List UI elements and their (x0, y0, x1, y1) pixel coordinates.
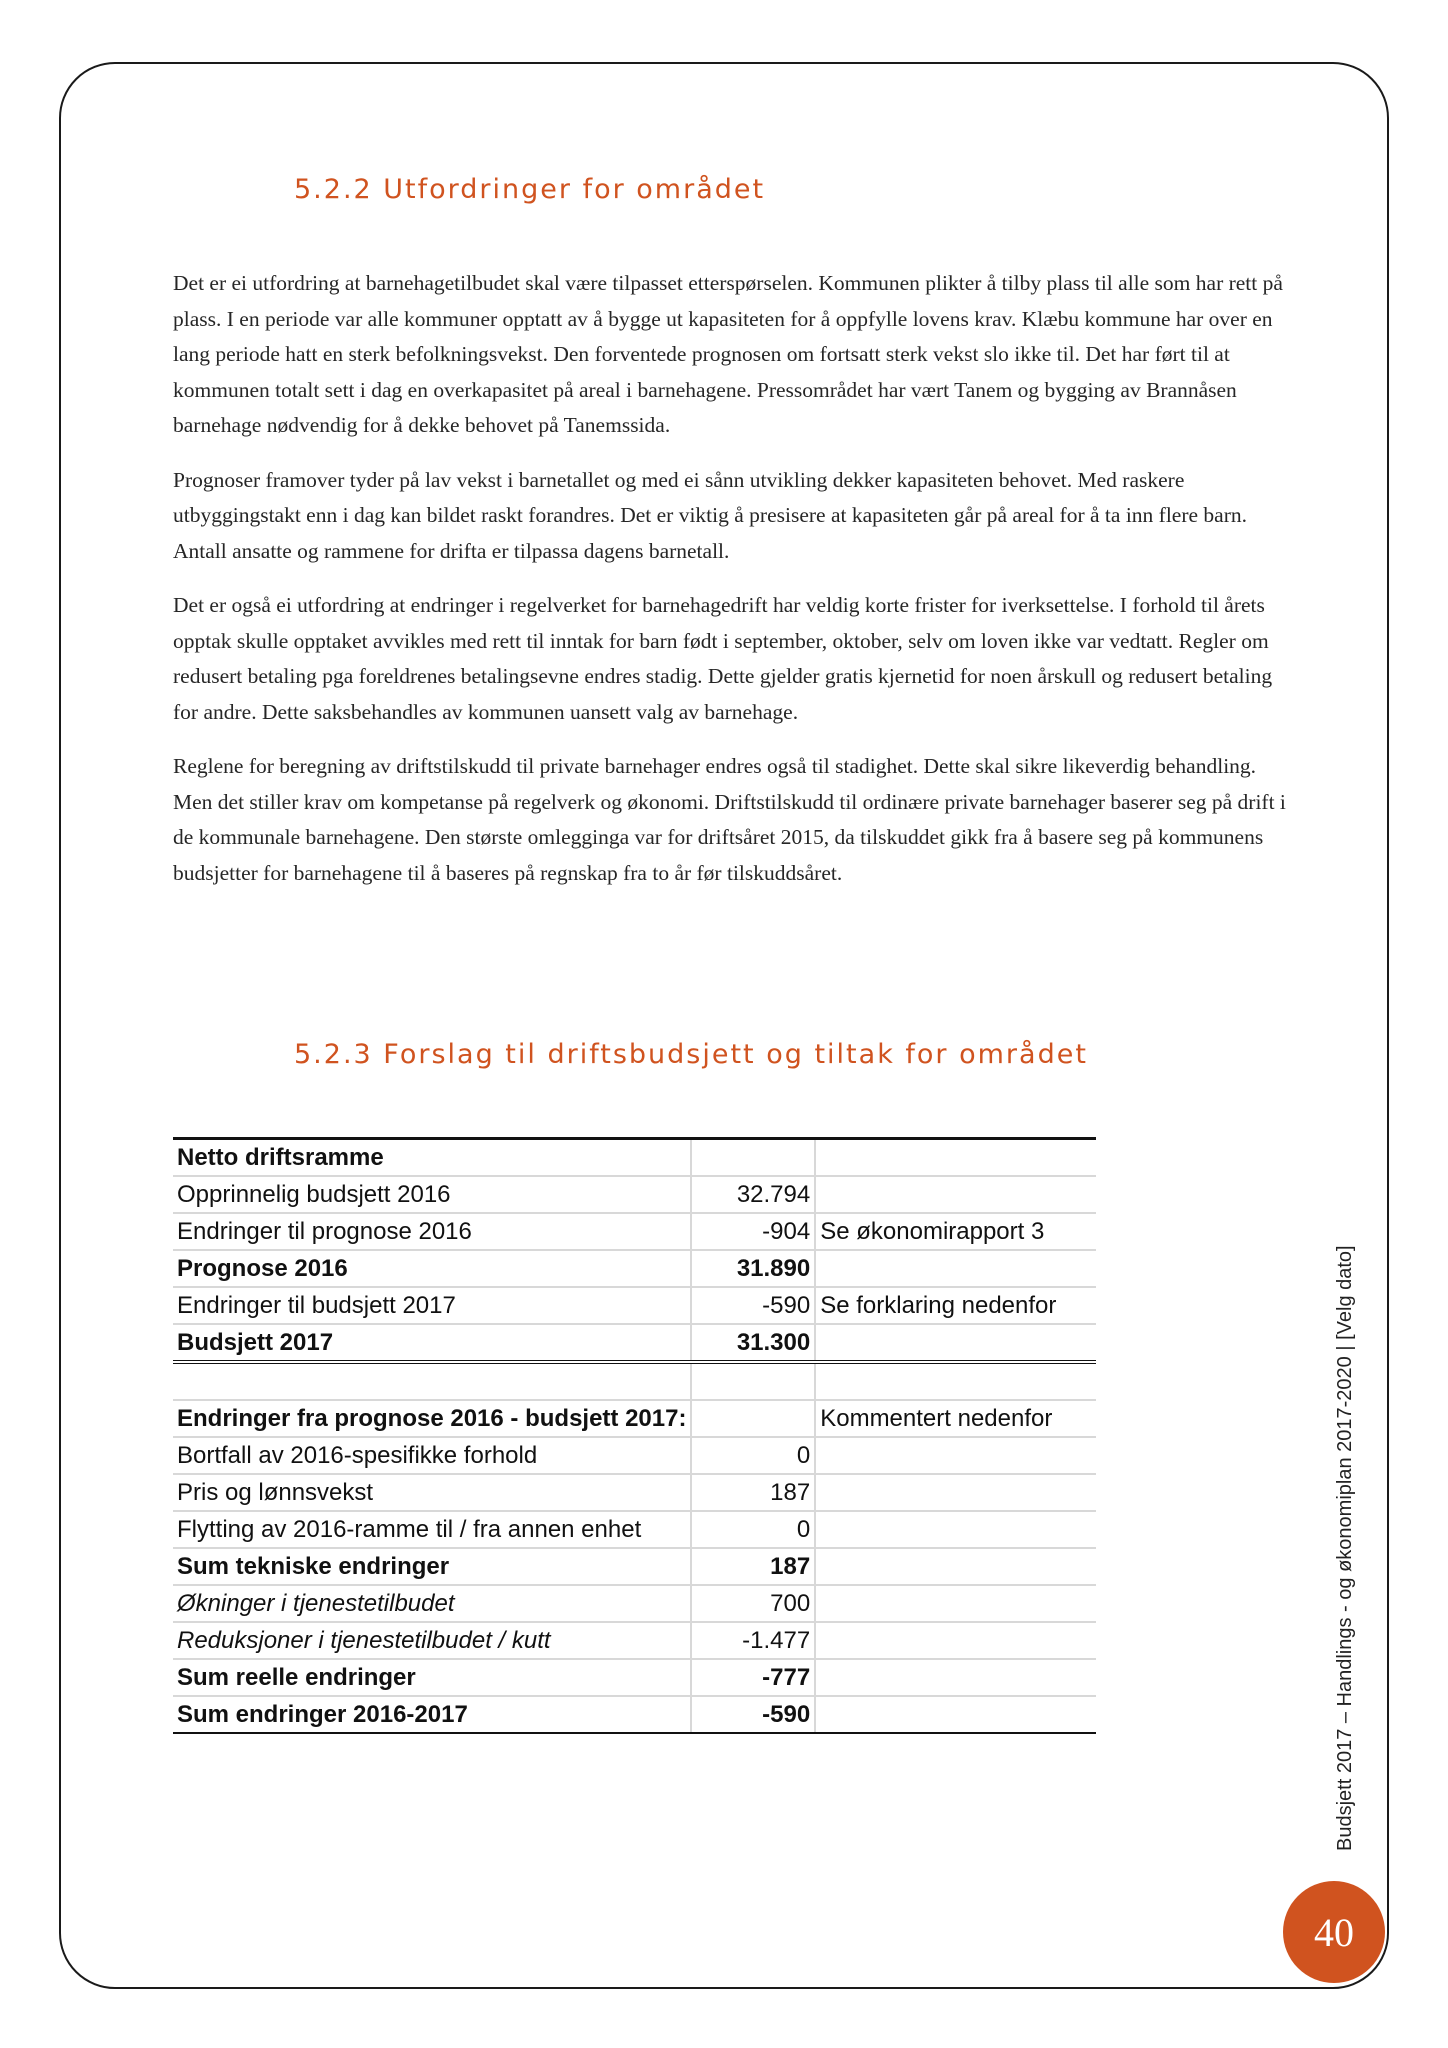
row-label: Sum endringer 2016-2017 (173, 1696, 691, 1733)
footer-side-text: Budsjett 2017 – Handlings - og økonomiplan 2017-2020 | [Velg dato] (1334, 1245, 1356, 1851)
table-row (173, 1213, 1096, 1250)
row-note (815, 1176, 1096, 1213)
row-value: -1.477 (691, 1622, 815, 1659)
row-value: 31.300 (691, 1324, 815, 1362)
budget-table (173, 1137, 1096, 1734)
row-label: Sum reelle endringer (173, 1659, 691, 1696)
table-row (173, 1474, 1096, 1511)
row-value: -777 (691, 1659, 815, 1696)
row-value: 187 (691, 1548, 815, 1585)
row-label: Sum tekniske endringer (173, 1548, 691, 1585)
row-note: Se økonomirapport 3 (815, 1213, 1096, 1250)
row-label: Budsjett 2017 (173, 1324, 691, 1362)
row-value (691, 1400, 815, 1437)
table-row (173, 1622, 1096, 1659)
row-note (815, 1437, 1096, 1474)
row-label: Pris og lønnsvekst (173, 1474, 691, 1511)
row-label: Flytting av 2016-ramme til / fra annen enhet (173, 1511, 691, 1548)
row-value: 700 (691, 1585, 815, 1622)
challenges-body (173, 266, 1293, 910)
row-label: Bortfall av 2016-spesifikke forhold (173, 1437, 691, 1474)
paragraph: Reglene for beregning av driftstilskudd til private barnehager endres også til stadighet. Dette skal sikre likeverdig behandling. Men det stiller krav om kompetanse på regelverk og økonomi. Driftstilskudd til ordinære private barnehager baserer seg på drift i de kommunale barnehagene. Den største omlegginga var for driftsåret 2015, da tilskuddet gikk fra å basere seg på kommunens budsjetter for barnehagene til å baseres på regnskap fra to år før tilskuddsåret. (173, 754, 1286, 885)
row-label (173, 1362, 691, 1400)
row-label: Økninger i tjenestetilbudet (173, 1585, 691, 1622)
row-value: -590 (691, 1287, 815, 1324)
row-note (815, 1474, 1096, 1511)
table-row (173, 1250, 1096, 1287)
row-note (815, 1362, 1096, 1400)
row-label: Netto driftsramme (173, 1139, 691, 1177)
row-value: 0 (691, 1437, 815, 1474)
table-row (173, 1139, 1096, 1177)
table-row (173, 1324, 1096, 1362)
table-row (173, 1437, 1096, 1474)
row-value: 31.890 (691, 1250, 815, 1287)
row-note (815, 1659, 1096, 1696)
table-row (173, 1585, 1096, 1622)
table-row (173, 1659, 1096, 1696)
row-label: Endringer fra prognose 2016 - budsjett 2017: (173, 1400, 691, 1437)
table-row (173, 1511, 1096, 1548)
paragraph: Det er også ei utfordring at endringer i regelverket for barnehagedrift har veldig korte frister for iverksettelse. I forhold til årets opptak skulle opptaket avvikles med rett til inntak for barn født i september, oktober, selv om loven ikke var vedtatt. Regler om redusert betaling pga foreldrenes betalingsevne endres stadig. Dette gjelder gratis kjernetid for noen årskull og redusert betaling for andre. Dette saksbehandles av kommunen uansett valg av barnehage. (173, 593, 1273, 724)
row-value (691, 1362, 815, 1400)
row-label: Prognose 2016 (173, 1250, 691, 1287)
row-note (815, 1696, 1096, 1733)
row-value: -904 (691, 1213, 815, 1250)
table-row (173, 1176, 1096, 1213)
paragraph: Prognoser framover tyder på lav vekst i barnetallet og med ei sånn utvikling dekker kapasiteten behovet. Med raskere utbyggingstakt enn i dag kan bildet raskt forandres. Det er viktig å presisere at kapasiteten går på areal for å ta inn flere barn. Antall ansatte og rammene for drifta er tilpassa dagens barnetall. (173, 467, 1247, 563)
row-note: Kommentert nedenfor (815, 1400, 1096, 1437)
table-row (173, 1400, 1096, 1437)
row-label: Reduksjoner i tjenestetilbudet / kutt (173, 1622, 691, 1659)
row-value: 32.794 (691, 1176, 815, 1213)
table-row (173, 1287, 1096, 1324)
row-note: Se forklaring nedenfor (815, 1287, 1096, 1324)
table-row (173, 1548, 1096, 1585)
row-label: Opprinnelig budsjett 2016 (173, 1176, 691, 1213)
table-row (173, 1362, 1096, 1400)
row-note (815, 1585, 1096, 1622)
row-value (691, 1139, 815, 1177)
table-row (173, 1696, 1096, 1733)
row-note (815, 1622, 1096, 1659)
row-value: 187 (691, 1474, 815, 1511)
paragraph: Det er ei utfordring at barnehagetilbudet skal være tilpasset etterspørselen. Kommunen plikter å tilby plass til alle som har rett på plass. I en periode var alle kommuner opptatt av å bygge ut kapasiteten for å oppfylle lovens krav. Klæbu kommune har over en lang periode hatt en sterk befolkningsvekst. Den forventede prognosen om fortsatt sterk vekst slo ikke til. Det har ført til at kommunen totalt sett i dag en overkapasitet på areal i barnehagene. Pressområdet har vært Tanem og bygging av Brannåsen barnehage nødvendig for å dekke behovet på Tanemssida. (173, 271, 1283, 437)
row-note (815, 1250, 1096, 1287)
row-note (815, 1548, 1096, 1585)
row-label: Endringer til prognose 2016 (173, 1213, 691, 1250)
row-value: -590 (691, 1696, 815, 1733)
row-note (815, 1511, 1096, 1548)
page-number: 40 (1283, 1881, 1385, 1983)
row-label: Endringer til budsjett 2017 (173, 1287, 691, 1324)
row-note (815, 1324, 1096, 1362)
row-note (815, 1139, 1096, 1177)
section-heading-budget: 5.2.3 Forslag til driftsbudsjett og tiltak for området (294, 1039, 1088, 1070)
section-heading-challenges: 5.2.2 Utfordringer for området (294, 174, 766, 205)
row-value: 0 (691, 1511, 815, 1548)
